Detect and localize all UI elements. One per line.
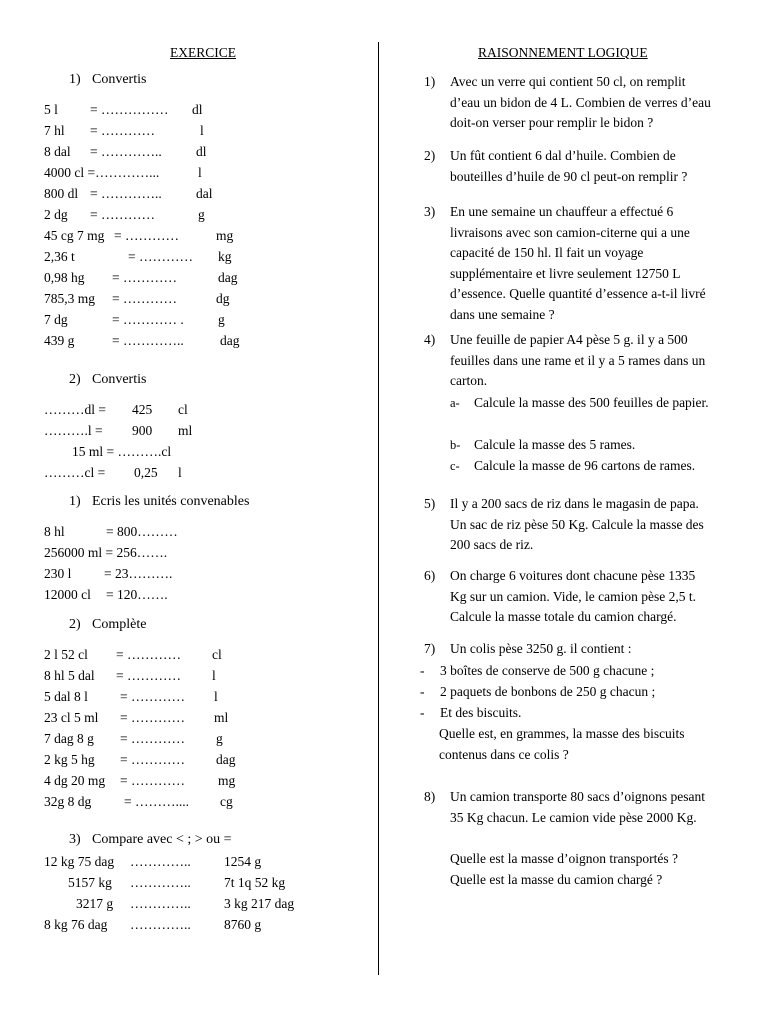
question-4-a: a- Calcule la masse des 500 feuilles de papier. (450, 395, 709, 410)
question-4: 4) Une feuille de papier A4 pèse 5 g. il y a 500 feuilles dans une rame et il y a 5 rames dans un carton. (424, 332, 706, 388)
question-2: 2) Un fût contient 6 dal d’huile. Combien de bouteilles d’huile de 90 cl peut-on remplir ? (424, 148, 688, 184)
question-6: 6) On charge 6 voitures dont chacune pèse 1335 Kg sur un camion. Vide, le camion pèse 2,5 t. Calcule la masse totale du camion chargé. (424, 568, 697, 624)
reasoning-column: RAISONNEMENT LOGIQUE 1) Avec un verre qui contient 50 cl, on remplit d’eau un bidon de 4 L. Combien de verres d’eau doit-on verser pour remplir le bidon ? 2) Un fût contient 6 dal d’huile. Combien de bouteilles d’huile de 90 cl peut-on remplir ? 3) En une semaine un chauffeur a effectué 6 livraisons avec son camion-citerne qui a une capacité de 150 hl. Il fait un voyage supplémentaire et livre seulement 12750 L d’essence. Quelle quantité d’essence a-t-il livré dans une semaine ? 4) Une feuille de papier A4 pèse 5 g. il y a 500 feuilles dans une rame et il y a 5 rames dans un carton. a- Calcule la masse des 500 feuilles de papier. b- Calcule la masse des 5 rames. c- Calcule la masse de 96 cartons de rames. 5) Il y a 200 sacs de riz dans le magasin de papa. Un sac de riz pèse 50 Kg. Calcule la masse des 200 sacs de riz. 6) On charge 6 voitures dont chacune pèse 1335 Kg sur un camion. Vide, le camion pèse 2,5 t. Calcule la masse totale du camion chargé. 7) Un colis pèse 3250 g. il contient : - 3 boîtes de conserve de 500 g chacune ; - 2 paquets de bonbons de 250 g chacun ; - Et des biscuits. Quelle est, en grammes, la masse des biscuits contenus dans ce colis ? 8) Un camion transporte 80 sacs d’oignons pesant 35 Kg chacun. Le camion vide pèse 2000 Kg. Quelle est la masse d’oignon transportés ? Quelle est la masse du camion chargé ? (398, 0, 728, 1024)
question-4-b: b- Calcule la masse des 5 rames. (450, 437, 636, 452)
question-8-q1: Quelle est la masse d’oignon transportés ? (450, 851, 678, 866)
question-3: 3) En une semaine un chauffeur a effectué 6 livraisons avec son camion-citerne qui a une capacité de 150 hl. Il fait un voyage supplémentaire et livre seulement 12750 L d’essence. Quelle quantité d’essence a-t-il livré dans une semaine ? (424, 204, 706, 322)
question-7-question: Quelle est, en grammes, la masse des biscuits contenus dans ce colis ? (439, 726, 685, 762)
question-8: 8) Un camion transporte 80 sacs d’oignons pesant 35 Kg chacun. Le camion vide pèse 2000 Kg. (424, 789, 705, 825)
exercise-title: EXERCICE (170, 45, 236, 60)
reasoning-title: RAISONNEMENT LOGIQUE (478, 45, 648, 60)
section-complete: 2) Complète (69, 617, 147, 632)
section-convert-2: 2) Convertis (69, 372, 147, 387)
question-4-c: c- Calcule la masse de 96 cartons de rames. (450, 458, 696, 473)
column-divider (378, 42, 379, 975)
question-1: 1) Avec un verre qui contient 50 cl, on remplit d’eau un bidon de 4 L. Combien de verres d’eau doit-on verser pour remplir le bidon ? (424, 74, 711, 130)
question-8-q2: Quelle est la masse du camion chargé ? (450, 872, 663, 887)
question-7: 7) Un colis pèse 3250 g. il contient : (424, 641, 632, 656)
section-compare: 3) Compare avec < ; > ou = (69, 832, 232, 847)
section-convert-1: 1) Convertis (69, 72, 147, 87)
question-5: 5) Il y a 200 sacs de riz dans le magasin de papa. Un sac de riz pèse 50 Kg. Calcule la masse des 200 sacs de riz. (424, 496, 704, 552)
section-units: 1) Ecris les unités convenables (69, 494, 250, 509)
exercise-column: EXERCICE 1) Convertis 2) Convertis 1) Ecris les unités convenables 2) Complète 3) Compare avec < ; > ou = 5 l = …………… dl 7 hl = ………… l 8 dal = ………….. dl 4000 cl =…………... l 800 dl = ………….. dal 2 dg = ………… g 45 cg 7 mg = ………… mg 2,36 t = ………… kg 0,98 hg = ………… dag 785,3 mg = ………… dg 7 dg = ………… . g 439 g = ………….. dag ………dl = 425 cl ……….l = 900 ml 15 ml = ……….cl ………cl = 0,25 l 8 hl = 800……… 256000 ml = 256……. 230 l = 23………. 12000 cl = 120……. 2 l 52 cl = ………… cl 8 hl 5 dal = ………… l 5 dal 8 l = ………… l 23 cl 5 ml = ………… ml 7 dag 8 g = ………… g 2 kg 5 hg = ………… dag 4 dg 20 mg = ………… mg 32g 8 dg = ……….... cg 12 kg 75 dag ………….. 1254 g 5157 kg ………….. 7t 1q 52 kg 3217 g ………….. 3 kg 217 dag 8 kg 76 dag ………….. 8760 g (44, 45, 295, 932)
